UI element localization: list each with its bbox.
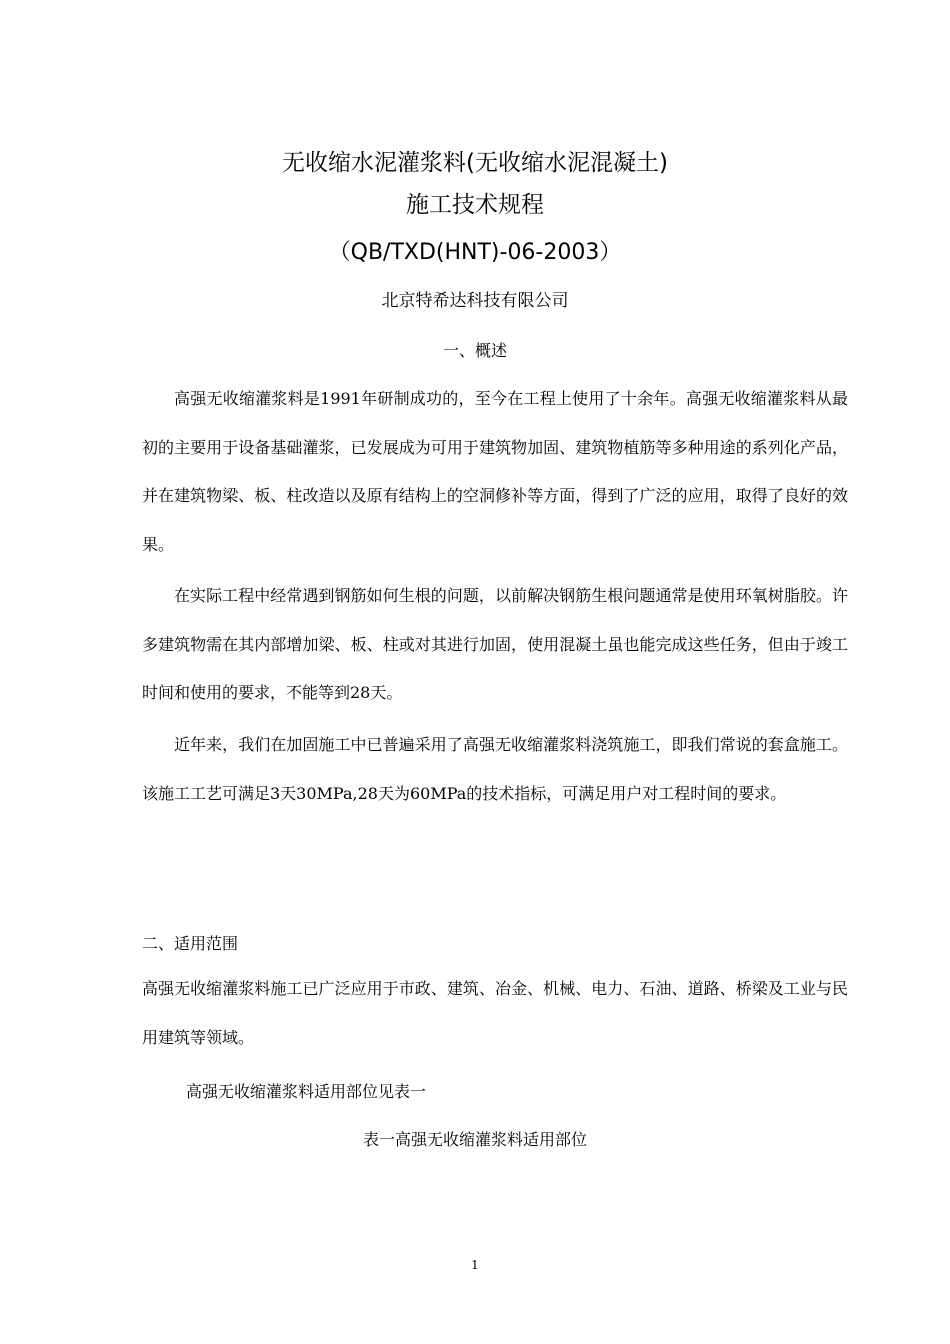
table-caption: 表一高强无收缩灌浆料适用部位 bbox=[362, 1130, 587, 1149]
section-heading-overview: 一、概述 bbox=[442, 341, 507, 360]
company-name: 北京特希达科技有限公司 bbox=[381, 291, 569, 311]
table-reference-line: 高强无收缩灌浆料适用部位见表一 bbox=[186, 1082, 427, 1101]
paragraph: 高强无收缩灌浆料是1991年研制成功的，至今在工程上使用了十余年。高强无收缩灌浆料从最初的主要用于设备基础灌浆，已发展成为可用于建筑物加固、建筑物植筋等多种用途的系列化产品，并在建筑物梁、板、柱改造以及原有结构上的空洞修补等方面，得到了广泛的应用，取得了良好的效果。 bbox=[142, 389, 848, 554]
page-number: 1 bbox=[471, 1258, 479, 1272]
section-heading-scope: 二、适用范围 bbox=[142, 934, 239, 953]
paragraph: 高强无收缩灌浆料施工已广泛应用于市政、建筑、冶金、机械、电力、石油、道路、桥梁及工业与民用建筑等领域。 bbox=[142, 979, 848, 1047]
document-title-line1: 无收缩水泥灌浆料(无收缩水泥混凝土) bbox=[282, 150, 668, 176]
paragraph: 在实际工程中经常遇到钢筋如何生根的问题，以前解决钢筋生根问题通常是使用环氧树脂胶。许多建筑物需在其内部增加梁、板、柱或对其进行加固，使用混凝土虽也能完成这些任务，但由于竣工时间和使用的要求，不能等到28天。 bbox=[142, 586, 848, 702]
standard-code: （QB/TXD(HNT)-06-2003） bbox=[328, 240, 622, 265]
document-title-line2: 施工技术规程 bbox=[406, 192, 544, 218]
paragraph: 近年来，我们在加固施工中已普遍采用了高强无收缩灌浆料浇筑施工，即我们常说的套盒施工。该施工工艺可满足3天30MPa,28天为60MPa的技术指标，可满足用户对工程时间的要求。 bbox=[142, 735, 848, 803]
